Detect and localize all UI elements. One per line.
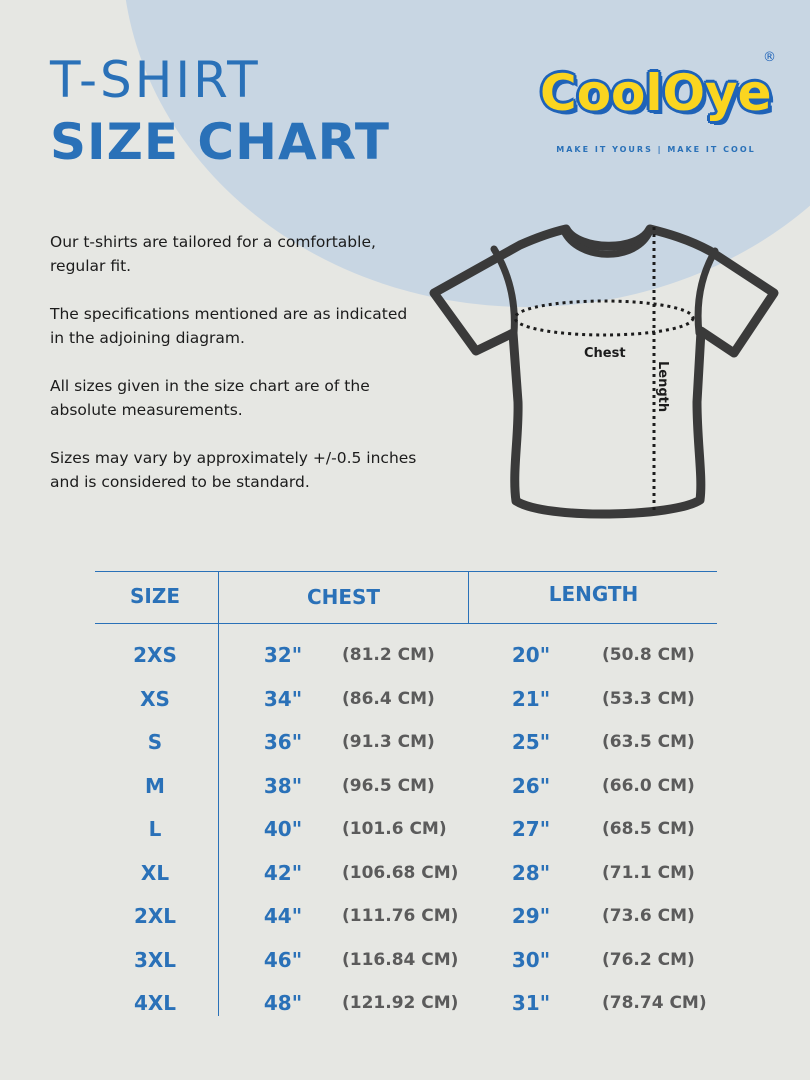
size-cell: S <box>147 730 163 754</box>
length-cm-cell: (50.8 CM) <box>602 645 695 665</box>
intro-paragraph: The specifications mentioned are as indicated in the adjoining diagram. <box>50 305 408 347</box>
intro-text <box>50 230 420 518</box>
table-row <box>95 642 717 668</box>
tshirt-diagram <box>428 215 783 530</box>
table-top-rule <box>95 571 717 572</box>
size-cell: 4XL <box>133 991 177 1015</box>
length-cm-cell: (73.6 CM) <box>602 906 695 926</box>
chest-cm-cell: (91.3 CM) <box>342 732 435 752</box>
table-header-rule <box>95 623 717 624</box>
chest-cm-cell: (121.92 CM) <box>342 993 459 1013</box>
chest-inches-cell: 42" <box>263 860 303 885</box>
length-cm-cell: (76.2 CM) <box>602 949 695 970</box>
length-inches-cell: 30" <box>511 947 551 972</box>
registered-mark: ® <box>763 50 776 65</box>
chest-inches-cell: 32" <box>263 643 303 667</box>
chest-inches-cell: 44" <box>263 904 303 928</box>
chest-cm-cell: (111.76 CM) <box>342 906 459 926</box>
length-cm-cell: (71.1 CM) <box>602 862 695 883</box>
title-line-2: SIZE CHART <box>50 113 391 171</box>
chest-cm-cell: (86.4 CM) <box>342 688 435 709</box>
length-inches-cell: 25" <box>511 730 551 754</box>
chest-inches-cell: 36" <box>263 730 303 754</box>
size-cell: 2XL <box>133 904 177 928</box>
length-cm-cell: (78.74 CM) <box>602 993 707 1013</box>
table-row <box>95 729 717 755</box>
table-divider <box>468 571 469 623</box>
chest-label: Chest <box>584 346 626 361</box>
table-row <box>95 773 717 799</box>
length-inches-cell: 28" <box>511 860 551 885</box>
size-cell: M <box>145 773 165 798</box>
chest-cm-cell: (106.68 CM) <box>342 862 459 883</box>
size-cell: L <box>148 817 162 841</box>
size-cell: 3XL <box>133 947 177 972</box>
size-cell: XS <box>140 686 170 711</box>
table-row <box>95 903 717 929</box>
sleeve-seam-left <box>494 249 514 333</box>
size-table <box>95 571 717 1021</box>
sleeve-seam-right <box>698 251 715 333</box>
chest-cm-cell: (101.6 CM) <box>342 819 447 839</box>
length-inches-cell: 31" <box>511 991 551 1015</box>
length-inches-cell: 20" <box>511 643 551 667</box>
chest-inches-cell: 46" <box>263 947 303 972</box>
chest-inches-cell: 38" <box>263 773 303 798</box>
chest-cm-cell: (96.5 CM) <box>342 775 435 796</box>
length-label: Length <box>655 361 670 413</box>
chest-measure-line <box>515 301 693 335</box>
length-inches-cell: 26" <box>511 773 551 798</box>
table-row <box>95 860 717 886</box>
header-size: SIZE <box>129 584 180 608</box>
intro-paragraph: All sizes given in the size chart are of the absolute measurements. <box>50 377 370 419</box>
header-length: LENGTH <box>548 582 639 606</box>
chest-inches-cell: 48" <box>263 991 303 1015</box>
chest-inches-cell: 34" <box>263 686 303 711</box>
intro-paragraph: Our t-shirts are tailored for a comfortable, regular fit. <box>50 233 376 275</box>
chest-cm-cell: (81.2 CM) <box>342 645 435 665</box>
intro-paragraph: Sizes may vary by approximately +/-0.5 inches and is considered to be standard. <box>50 449 417 491</box>
tshirt-outline <box>434 229 774 514</box>
table-row <box>95 947 717 973</box>
chest-cm-cell: (116.84 CM) <box>342 949 459 970</box>
header-chest: CHEST <box>306 585 381 609</box>
length-cm-cell: (63.5 CM) <box>602 732 695 752</box>
logo-tagline: MAKE IT YOURS | MAKE IT COOL <box>556 145 756 154</box>
logo-wordmark: CoolOye <box>540 64 772 122</box>
brand-logo <box>536 48 776 163</box>
length-cm-cell: (53.3 CM) <box>602 688 695 709</box>
chest-inches-cell: 40" <box>263 817 303 841</box>
size-cell: XL <box>140 860 170 885</box>
title-line-1: T-SHIRT <box>50 51 261 109</box>
table-row <box>95 816 717 842</box>
table-row <box>95 990 717 1016</box>
size-cell: 2XS <box>133 643 177 667</box>
length-cm-cell: (66.0 CM) <box>602 775 695 796</box>
length-inches-cell: 21" <box>511 686 551 711</box>
length-inches-cell: 27" <box>511 817 551 841</box>
length-cm-cell: (68.5 CM) <box>602 819 695 839</box>
length-inches-cell: 29" <box>511 904 551 928</box>
table-row <box>95 686 717 712</box>
